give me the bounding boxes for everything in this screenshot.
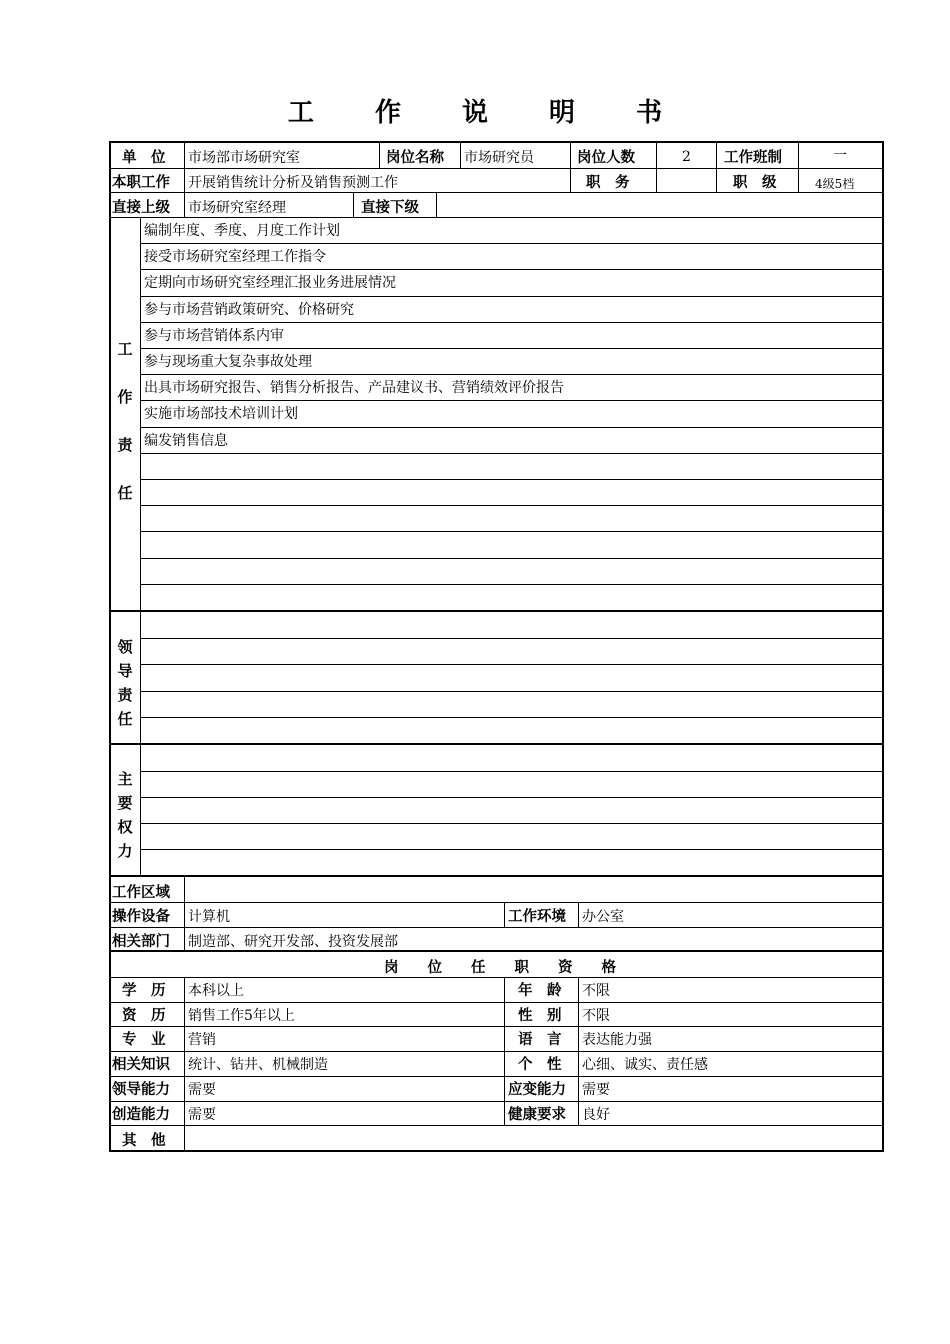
- shift-label: 工作班制: [724, 150, 782, 166]
- qualification-right-value: 良好: [582, 1106, 610, 1123]
- vertical-label-char: 责: [117, 436, 133, 454]
- item-row-line: [140, 322, 884, 323]
- row-line: [109, 217, 884, 218]
- item-row-line: [140, 664, 884, 665]
- col-line: [184, 141, 185, 217]
- item-row-line: [140, 849, 884, 850]
- position-label: 职 务: [586, 175, 630, 191]
- vertical-label-char: 任: [117, 710, 133, 728]
- qualification-right-label: 年 龄: [518, 983, 562, 999]
- qualification-row-line: [109, 1101, 884, 1102]
- grade-label: 职 级: [733, 175, 777, 191]
- equipment-value: 计算机: [188, 909, 230, 925]
- qualification-row-line: [109, 1125, 884, 1126]
- qualification-right-label: 语 言: [518, 1032, 562, 1049]
- section-divider: [109, 743, 884, 745]
- list-item: 出具市场研究报告、销售分析报告、产品建议书、营销绩效评价报告: [144, 380, 564, 397]
- env-label: 工作环境: [508, 909, 566, 925]
- section-divider: [109, 875, 884, 877]
- col-line: [798, 141, 799, 193]
- qualification-left-label: 学 历: [122, 983, 166, 999]
- list-item: 定期向市场研究室经理汇报业务进展情况: [144, 275, 396, 292]
- vertical-label-char: 作: [117, 388, 133, 406]
- shift-value: 一: [833, 148, 847, 164]
- dept-value: 制造部、研究开发部、投资发展部: [188, 934, 398, 950]
- post-name-label: 岗位名称: [386, 150, 444, 166]
- col-line: [184, 977, 185, 1150]
- vertical-label-char: 责: [117, 686, 133, 704]
- col-line: [578, 902, 579, 927]
- equipment-label: 操作设备: [112, 909, 170, 925]
- section-divider: [109, 610, 884, 612]
- other-label: 其 他: [122, 1133, 166, 1149]
- vertical-label-char: 领: [117, 638, 133, 656]
- qualification-right-label: 健康要求: [508, 1106, 566, 1123]
- post-name-value: 市场研究员: [464, 150, 534, 166]
- row-line: [109, 902, 884, 903]
- unit-value: 市场部市场研究室: [188, 150, 300, 166]
- qualification-right-value: 心细、诚实、责任感: [582, 1057, 708, 1074]
- superior-value: 市场研究室经理: [188, 200, 286, 216]
- row-line: [109, 192, 884, 193]
- item-row-line: [140, 531, 884, 532]
- vertical-label-char: 导: [117, 662, 133, 680]
- col-line: [460, 141, 461, 168]
- vertical-label-char: 要: [117, 794, 133, 812]
- col-line: [656, 141, 657, 193]
- superior-label: 直接上级: [112, 200, 170, 216]
- item-row-line: [140, 427, 884, 428]
- qualification-left-label: 创造能力: [112, 1106, 170, 1123]
- qualification-left-value: 需要: [188, 1081, 216, 1098]
- grade-value: 4级5档: [815, 177, 855, 191]
- qualification-row-line: [109, 1002, 884, 1003]
- qualification-right-label: 个 性: [518, 1057, 562, 1074]
- qualification-right-label: 性 别: [518, 1007, 562, 1024]
- list-item: 实施市场部技术培训计划: [144, 406, 298, 423]
- col-line: [570, 141, 571, 193]
- work-responsibility-label: [110, 338, 140, 530]
- col-line: [184, 877, 185, 950]
- item-row-line: [140, 374, 884, 375]
- item-row-line: [140, 505, 884, 506]
- list-item: 编制年度、季度、月度工作计划: [144, 223, 340, 239]
- duty-value: 开展销售统计分析及销售预测工作: [188, 175, 398, 191]
- item-row-line: [140, 558, 884, 559]
- qualification-row-line: [109, 1051, 884, 1052]
- dept-label: 相关部门: [112, 934, 170, 950]
- qualification-right-value: 需要: [582, 1081, 610, 1098]
- qualification-right-value: 不限: [582, 983, 610, 999]
- qualification-row-line: [109, 1026, 884, 1027]
- list-item: 参与市场营销体系内审: [144, 327, 284, 344]
- qualification-right-value: 表达能力强: [582, 1032, 652, 1049]
- frame-bottom: [109, 1150, 884, 1152]
- leadership-responsibility-label: [110, 636, 140, 732]
- qualification-left-value: 本科以上: [188, 983, 244, 999]
- vertical-label-char: 工: [117, 340, 133, 358]
- qualification-left-label: 资 历: [122, 1007, 166, 1024]
- list-item: 参与市场营销政策研究、价格研究: [144, 301, 354, 318]
- vertical-label-char: 权: [117, 818, 133, 836]
- frame-top: [109, 141, 884, 143]
- frame-right: [882, 141, 884, 1152]
- item-row-line: [140, 771, 884, 772]
- qualification-right-label: 应变能力: [508, 1081, 566, 1098]
- subordinate-label: 直接下级: [361, 200, 419, 216]
- list-item: 编发销售信息: [144, 432, 228, 449]
- qualification-left-value: 统计、钻井、机械制造: [188, 1057, 328, 1074]
- item-row-line: [140, 797, 884, 798]
- col-line: [353, 192, 354, 217]
- vertical-label-char: 主: [117, 770, 133, 788]
- headcount-label: 岗位人数: [577, 150, 635, 166]
- qualification-left-value: 销售工作5年以上: [188, 1007, 295, 1024]
- item-row-line: [140, 453, 884, 454]
- col-line: [578, 977, 579, 1125]
- qualification-left-label: 专 业: [122, 1032, 166, 1049]
- vertical-label-char: 任: [117, 484, 133, 502]
- item-row-line: [140, 243, 884, 244]
- qualification-left-label: 相关知识: [112, 1057, 170, 1074]
- item-row-line: [140, 479, 884, 480]
- item-row-line: [140, 638, 884, 639]
- qualification-right-value: 不限: [582, 1007, 610, 1024]
- item-row-line: [140, 691, 884, 692]
- vertical-label-char: 力: [117, 842, 133, 860]
- item-row-line: [140, 296, 884, 297]
- headcount-value: 2: [682, 149, 691, 165]
- item-row-line: [140, 823, 884, 824]
- row-line: [109, 977, 884, 978]
- item-row-line: [140, 348, 884, 349]
- qualification-title: 岗 位 任 职 资 格: [384, 960, 616, 976]
- main-authority-label: [110, 768, 140, 864]
- qualification-row-line: [109, 1076, 884, 1077]
- area-label: 工作区域: [112, 885, 170, 901]
- document-title: 工 作 说 明 书: [287, 98, 689, 128]
- col-line: [436, 192, 437, 217]
- item-row-line: [140, 400, 884, 401]
- qualification-left-value: 营销: [188, 1032, 216, 1049]
- col-line: [504, 902, 505, 927]
- item-row-line: [140, 717, 884, 718]
- duty-label: 本职工作: [112, 175, 170, 191]
- col-line: [504, 977, 505, 1125]
- list-item: 接受市场研究室经理工作指令: [144, 249, 326, 266]
- unit-label: 单 位: [122, 150, 166, 166]
- list-item: 参与现场重大复杂事故处理: [144, 354, 312, 370]
- item-row-line: [140, 269, 884, 270]
- col-line: [379, 141, 380, 168]
- qualification-left-value: 需要: [188, 1106, 216, 1123]
- qualification-left-label: 领导能力: [112, 1081, 170, 1098]
- col-line: [716, 141, 717, 193]
- row-line: [109, 168, 884, 169]
- item-row-line: [140, 584, 884, 585]
- section-col-line: [140, 217, 141, 876]
- row-line: [109, 927, 884, 928]
- env-value: 办公室: [582, 909, 624, 925]
